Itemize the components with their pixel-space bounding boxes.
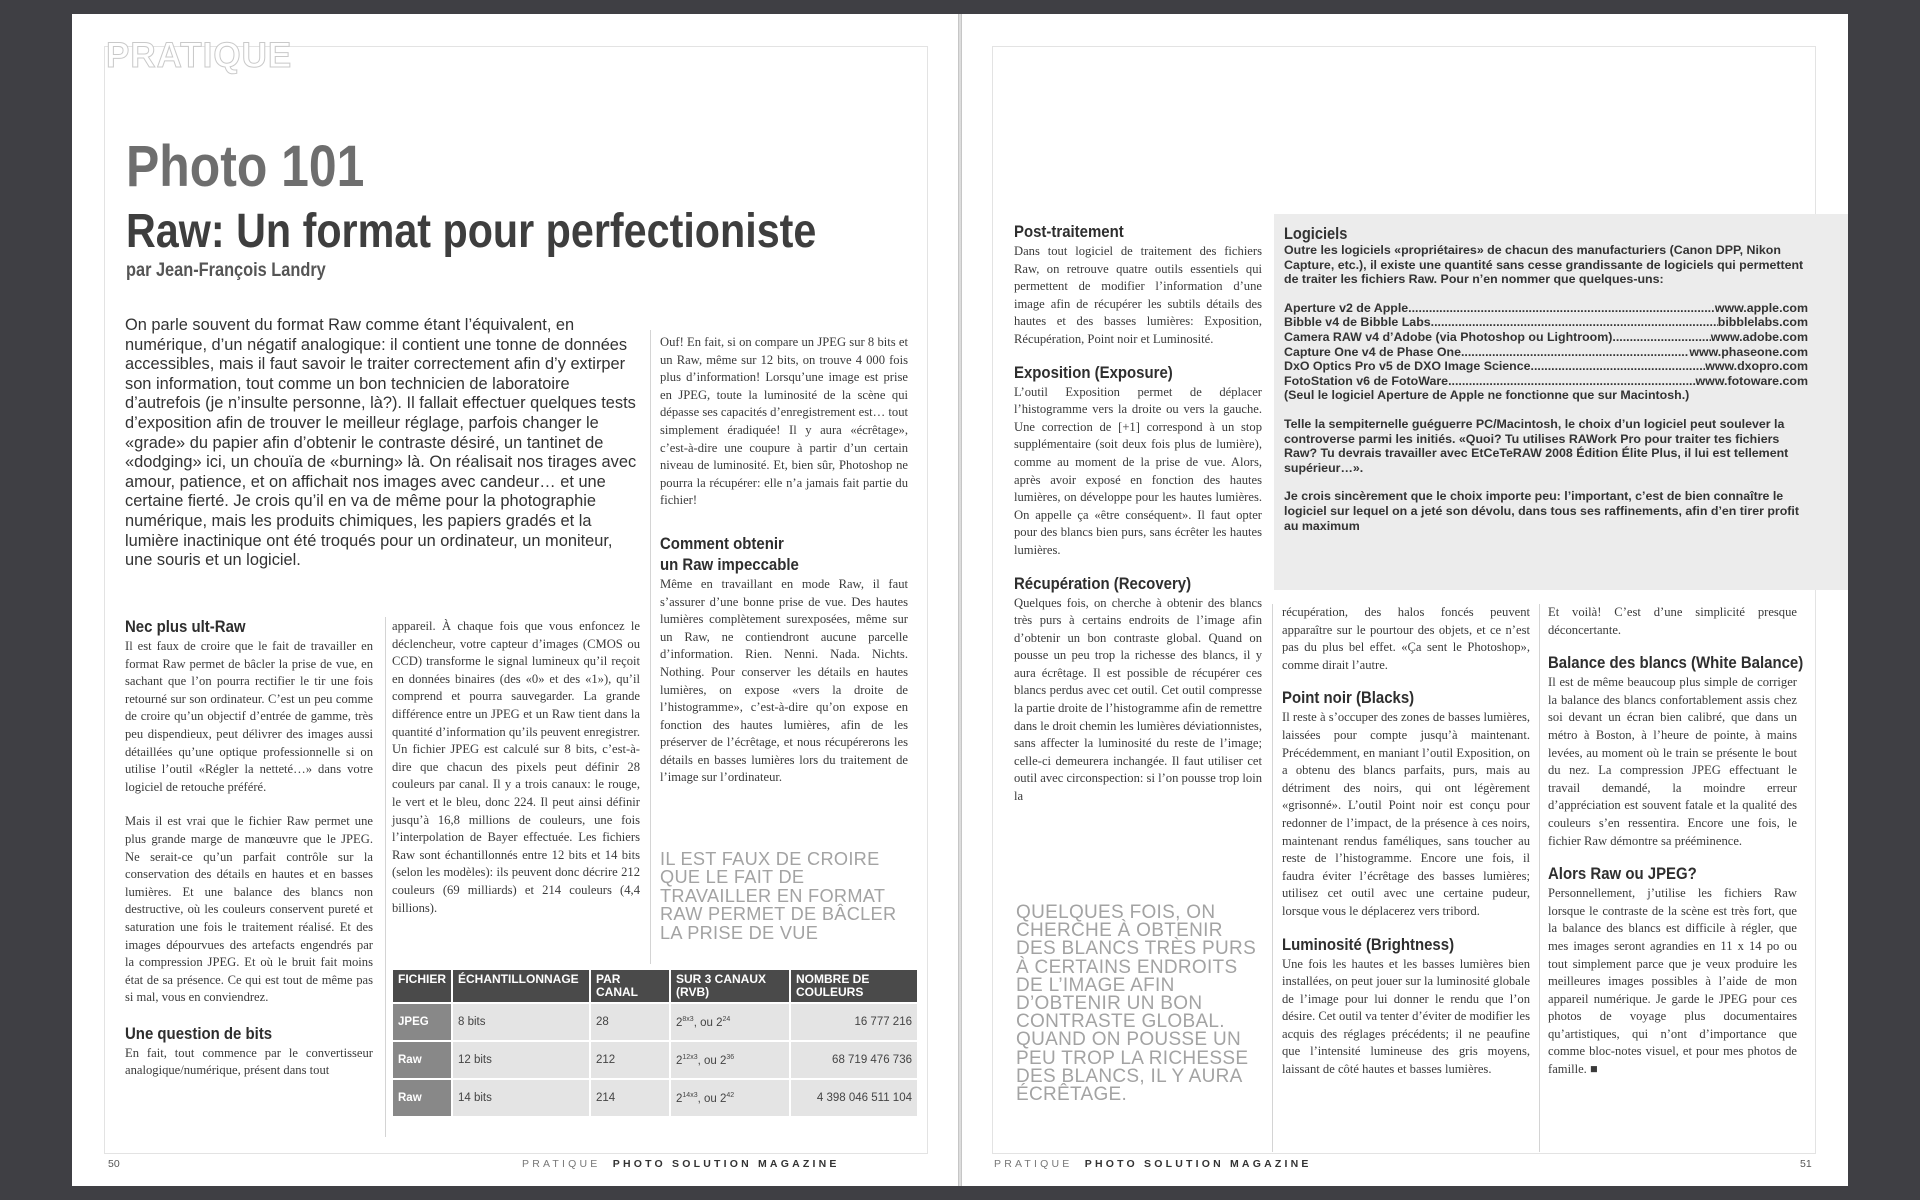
table-cell: $2^{8x3}$, ou $2^{24}$ (671, 1004, 789, 1040)
column-divider (1539, 604, 1540, 1152)
right-page (962, 14, 1848, 1186)
left-column-1 (125, 617, 373, 1080)
sidebar-title: Logiciels (1284, 224, 1348, 243)
table-header: SUR 3 CANAUX (RVB) (671, 970, 789, 1002)
column-divider (650, 330, 651, 964)
table-header: FICHIER (393, 970, 451, 1002)
software-list-item: Capture One v4 de Phase One ..... www.phaseone.com (1284, 345, 1808, 360)
heading-point-noir: Point noir (Blacks) (1282, 688, 1415, 708)
table-header: PAR CANAL (591, 970, 669, 1002)
article-kicker: Photo 101 (126, 134, 365, 199)
table-cell: 68 719 476 736 (791, 1042, 917, 1078)
table-cell: Raw (393, 1042, 451, 1078)
table-cell: 14 bits (453, 1080, 589, 1116)
table-cell: JPEG (393, 1004, 451, 1040)
software-list-item: DxO Optics Pro v5 de DXO Image Science ..... www.dxopro.com (1284, 359, 1808, 374)
right-column-2 (1282, 604, 1530, 1079)
paragraph: Il reste à s’occuper des zones de basses lumières, laissées pour compte jusqu’à maintenant. Précédemment, en maniant l’outil Exposition, on a obtenu des blancs parfaits, purs, mais au détriment des noirs, qui ont légèrement «grisonné». L’outil Point noir est conçu pour redonner de l’impact, de la présence à ces noirs, maintenant rendus faméliques, sans toucher au reste de l’histogramme. Encore une fois, il faudra éviter l’écrêtage des basses lumières; utilisez cet outil avec une certaine pudeur, lorsque vous le déplacerez vers tribord. (1282, 710, 1530, 918)
paragraph: Personnellement, j’utilise les fichiers Raw lorsque le contraste de la scène est très fort, que la balance des blancs est difficile à régler, que mes images seront agrandies en 11 x 14 po ou tout simplement parce que je veux produire les meilleures images possibles à l’aide de mon appareil numérique. Je garde le JPEG pour ces photos de voyage plus documentaires qu’artistiques, qui n’ont d’importance que comme bloc-notes visuel, et pour mes photos de famille. ■ (1548, 886, 1797, 1077)
logiciels-sidebar (1274, 214, 1848, 590)
left-column-3 (660, 334, 908, 787)
end-mark: ■ (1589, 1062, 1598, 1077)
paragraph: Quelques fois, on cherche à obtenir des blancs très purs à certains endroits de l’image afin d’obtenir un bon contraste global. Quand on pousse un peu trop la richesse des blancs, il y aura écrêtage. Il est possible de récupérer ces blancs perdus avec cet outil. Cet outil compresse la partie droite de l’histogramme afin de remettre dans le droit chemin les lumières déviationnistes, sans affecter la luminosité du reste de l’image; celle-ci demeurera inchangée. Il faut utiliser cet outil avec circonspection: si l’on pousse trop loin la (1014, 595, 1262, 804)
heading-une-question-de-bits: Une question de bits (125, 1023, 273, 1043)
table-row (393, 1004, 917, 1040)
article-byline: par Jean-François Landry (126, 260, 326, 281)
bits-table (391, 968, 919, 1118)
section-label: PRATIQUE (106, 36, 293, 75)
paragraph: Il est de même beaucoup plus simple de corriger la balance des blancs confortablement assis chez soi devant un écran bien calibré, que dans un métro à Boston, à l’heure de pointe, à mains levées, au moment où le train se présente le bout du nez. La compression JPEG effectuant le travail demandé, la moindre erreur d’appréciation est souvent fatale et la qualité des couleurs s’en ressentira. Encore une fois, le fichier Raw démontre sa prééminence. (1548, 675, 1797, 848)
page-number: 51 (1800, 1158, 1812, 1170)
heading-post-traitement: Post-traitement (1014, 222, 1124, 241)
table-row (393, 1080, 917, 1116)
column-divider (1272, 604, 1273, 1152)
table-cell: 28 (591, 1004, 669, 1040)
paragraph: Même en travaillant en mode Raw, il faut s’assurer d’une bonne prise de vue. Des hautes lumières complètement surexposées, même sur un Raw, ne contiendront aucune parcelle d’information. Rien. Nenni. Nada. Nichts. Nothing. Pour conserver les détails en hautes lumières, on expose «vers la droite de l’histogramme», c’est-à-dire qu’on expose en fonction des hautes lumières, afin de les préserver de l’écrêtage, et nous récupérerons les détails en basses lumières lors du traitement de l’image sur l’ordinateur. (660, 576, 908, 785)
paragraph: Une fois les hautes et les basses lumières bien installées, on peut jouer sur la luminosité globale de l’image pour lui donner le rendu que l’on désire. Cet outil va tenter d’éviter de modifier les acquis des réglages précédents; il ne peaufine que l’intensité lumineuse des gris moyens, laissant de côté hautes et basses lumières. (1282, 956, 1530, 1077)
software-list-item: FotoStation v6 de FotoWare ..... www.fotoware.com (1284, 374, 1808, 389)
software-list-item: Bibble v4 de Bibble Labs ..... bibblelabs.com (1284, 315, 1808, 330)
article-title: Raw: Un format pour perfectioniste (126, 205, 817, 258)
table-header-row (393, 970, 917, 1002)
table-header: ÉCHANTILLONNAGE (453, 970, 589, 1002)
article-lead: On parle souvent du format Raw comme étant l’équivalent, en numérique, d’un négatif analogique: il contient une tonne de données accessibles, mais il faut savoir le traiter correctement afin d’y extirper son information, tout comme un bon technicien de laboratoire d’autrefois (je n’insulte personne, là?). Il fallait effectuer quelques tests d’exposition afin de trouver le meilleur réglage, parfois changer le «grade» du papier afin d’obtenir le contraste désiré, un tantinet de «dodging» ici, un chouïa de «burning» là. On réalisait nos tirages avec amour, patience, et on affichait nos images avec candeur… et une certaine fierté. Je crois qu’il en va de même pour la photographie numérique, mais les produits chimiques, les papiers gradés et la lumière inactinique ont été troqués pour un ordinateur, un moniteur, une souris et un logiciel. (125, 316, 637, 570)
heading-un-raw-impeccable: un Raw impeccable (660, 554, 799, 574)
table-cell: Raw (393, 1080, 451, 1116)
paragraph: Ouf! En fait, si on compare un JPEG sur 8 bits et un Raw, même sur 12 bits, on trouve 4 000 fois plus d’information! Lorsqu’une image est prise en JPEG, toute la luminosité de la scène qui dépasse ses capacités d’enregistrement est… tout simplement éradiquée! Il y aura «écrêtage», c’est-à-dire une coupure à partir d’un certain niveau de luminosité. Et, bien sûr, Photoshop ne pourra la récupérer: elle n’a jamais fait partie du fichier! (660, 335, 908, 508)
table-cell: 8 bits (453, 1004, 589, 1040)
table-header: NOMBRE DE COULEURS (791, 970, 917, 1002)
table-cell: $2^{14x3}$, ou $2^{42}$ (671, 1080, 789, 1116)
heading-exposition: Exposition (Exposure) (1014, 362, 1173, 382)
paragraph: récupération, des halos foncés peuvent apparaître sur le pourtour des objets, et ce n’est pas du plus bel effet. «Ça sent le Photoshop», comme dirait l’autre. (1282, 605, 1530, 672)
sidebar-paragraph: Je crois sincèrement que le choix importe peu: l’important, c’est de bien connaître le logiciel sur lequel on a jeté son dévolu, dans tous ses raffinements, afin d’en tirer profit au maximum (1284, 489, 1800, 533)
right-column-1 (1014, 222, 1262, 806)
paragraph: Il est faux de croire que le fait de travailler en format Raw permet de bâcler la prise de vue, en sachant que l’on pourra rectifier le tir une fois retourné sur son ordinateur. C’est un peu comme de croire qu’un objectif d’entrée de gamme, très peu dispendieux, peut délivrer des images aussi détaillées qu’une optique professionnelle si on utilise l’outil «Régler la netteté…» dans votre logiciel de retouche préféré. (125, 639, 373, 794)
pull-quote: QUELQUES FOIS, ON CHERCHE À OBTENIR DES BLANCS TRÈS PURS À CERTAINS ENDROITS DE L’IMAGE AFIN D’OBTENIR UN BON CONTRASTE GLOBAL. QUAND ON POUSSE UN PEU TROP LA RICHESSE DES BLANCS, IL Y AURA ÉCRÊTAGE. (1016, 902, 1257, 1106)
page-footer: PRATIQUE PHOTO SOLUTION MAGAZINE (522, 1158, 840, 1170)
paragraph: Dans tout logiciel de traitement des fichiers Raw, on retrouve quatre outils essentiels qui permettent de modifier l’information d’une image afin de récupérer les subtils détails des hautes et des basses lumières: Exposition, Récupération, Point noir et Luminosité. (1014, 244, 1262, 346)
software-list-item: Aperture v2 de Apple ..... www.apple.com (1284, 301, 1808, 316)
heading-nec-plus-ult-raw: Nec plus ult-Raw (125, 617, 246, 636)
page-footer: PRATIQUE PHOTO SOLUTION MAGAZINE (994, 1158, 1312, 1170)
software-list-item: Camera RAW v4 d’Adobe (via Photoshop ou Lightroom) ..... www.adobe.com (1284, 330, 1808, 345)
table-cell: 214 (591, 1080, 669, 1116)
paragraph: Mais il est vrai que le fichier Raw permet une plus grande marge de manœuvre que le JPEG. Ne serait-ce qu’un parfait contrôle sur la conservation des détails en hautes et en basses lumières. Et une balance des blancs non destructive, où les couleurs conservent pureté et saturation une fois le traitement réalisé. Et des images dépourvues des artefacts engendrés par la compression JPEG. Et où le bruit fait moins état de sa présence. Ce qui est tout de même pas si mal, vous en conviendrez. (125, 814, 373, 1005)
pull-quote: IL EST FAUX DE CROIRE QUE LE FAIT DE TRAVAILLER EN FORMAT RAW PERMET DE BÂCLER LA PRISE DE VUE (660, 849, 897, 943)
paragraph: En fait, tout commence par le convertisseur analogique/numérique, présent dans tout (125, 1045, 373, 1078)
paragraph: Et voilà! C’est d’une simplicité presque déconcertante. (1548, 605, 1797, 637)
table-row (393, 1042, 917, 1078)
sidebar-paragraph: Telle la sempiternelle guéguerre PC/Macintosh, le choix d’un logiciel peut soulever la controverse parmi les initiés. «Quoi? Tu utilises RAWork Pro pour traiter tes fichiers Raw? Tu devrais travailler avec EtCeTeRAW 2008 Édition Élite Plus, il lui est tellement supérieur…». (1284, 416, 1789, 475)
heading-recuperation: Récupération (Recovery) (1014, 573, 1192, 593)
paragraph: appareil. À chaque fois que vous enfoncez le déclencheur, votre capteur d’images (CMOS ou CCD) transforme le signal lumineux qu’il reçoit en données binaires (des «0» et des «1»), qu’il comprend et pourra sauvegarder. La grande différence entre un JPEG et un Raw tient dans la quantité d’information qu’ils peuvent enregistrer. Un fichier JPEG est calculé sur 8 bits, c’est-à-dire que chacun des pixels peut définir 28 couleurs par canal. Il y a trois canaux: le rouge, le vert et le bleu, donc 224. Il peut ainsi définir jusqu’à 16,8 millions de couleurs, une fois l’interpolation de Bayer effectuée. Les fichiers Raw sont échantillonnés entre 12 bits et 14 bits (selon les modèles): ils peuvent donc décrire 212 couleurs (69 milliards) et 214 couleurs (4,4 billions). (392, 619, 640, 915)
sidebar-intro: Outre les logiciels «propriétaires» de chacun des manufacturiers (Canon DPP, Nikon Capture, etc.), il existe une quantité sans cesse grandissante de logiciels qui permettent de traiter les fichiers Raw. Pour n’en nommer que quelques-uns: (1284, 243, 1804, 287)
right-column-3 (1548, 604, 1804, 1079)
heading-alors-raw-ou-jpeg: Alors Raw ou JPEG? (1548, 864, 1697, 884)
heading-luminosite: Luminosité (Brightness) (1282, 934, 1455, 954)
column-divider (385, 617, 386, 1137)
heading-comment-obtenir: Comment obtenir (660, 533, 784, 553)
table-cell: $2^{12x3}$, ou $2^{36}$ (671, 1042, 789, 1078)
paragraph: L’outil Exposition permet de déplacer l’histogramme vers la droite ou vers la gauche. Une correction de [+1] correspond à un stop supplémentaire (soit deux fois plus de lumière), comme au moment de la prise de vue. Alors, après avoir exposé en fonction des hautes lumières, on développe pour les hautes lumières. On appelle ça «être conséquent». Il faut opter pour des blancs bien purs, sans écrêter les hautes lumières. (1014, 384, 1262, 557)
sidebar-note: (Seul le logiciel Aperture de Apple ne fonctionne que sur Macintosh.) (1284, 388, 1690, 403)
left-page (72, 14, 958, 1186)
table-cell: 212 (591, 1042, 669, 1078)
page-number: 50 (108, 1158, 120, 1170)
table-cell: 4 398 046 511 104 (791, 1080, 917, 1116)
table-cell: 16 777 216 (791, 1004, 917, 1040)
table-cell: 12 bits (453, 1042, 589, 1078)
heading-balance-des-blancs: Balance des blancs (White Balance) (1548, 653, 1804, 673)
left-column-2 (392, 618, 640, 917)
